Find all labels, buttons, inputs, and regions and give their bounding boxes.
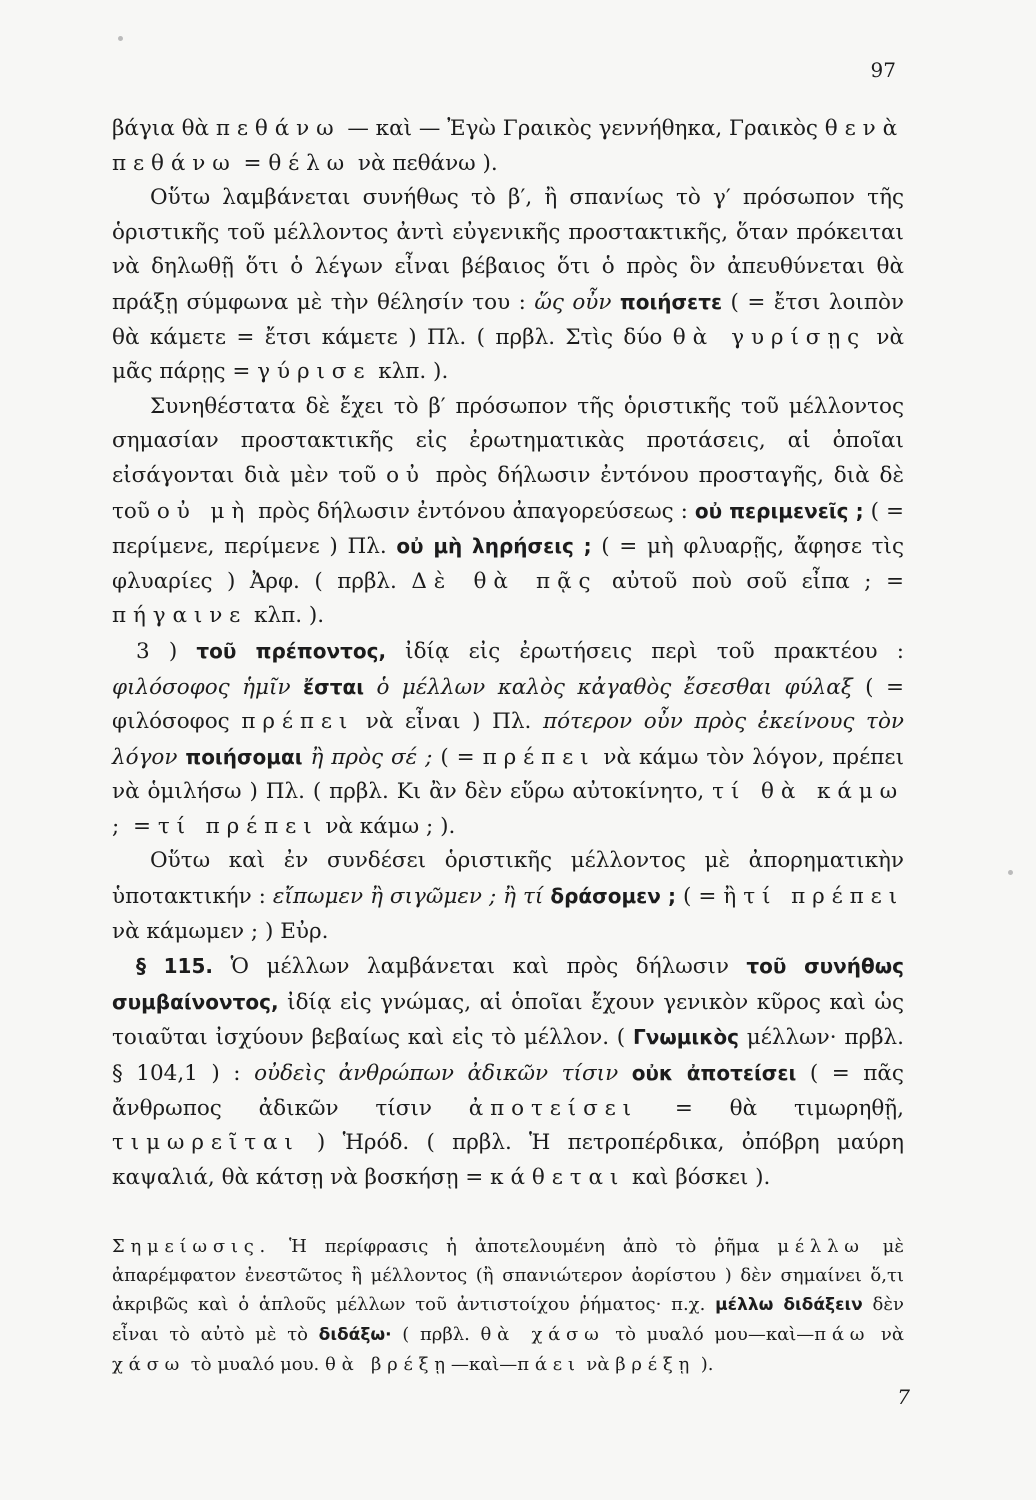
- note-paragraph: Σημείωσις. Ἡ περίφρασις ἡ ἀποτελουμένη ἀπὸ τὸ ῥῆμα μέλλω μὲ ἀπαρέμφατον ἐνεστῶτος ἢ μέλλοντος (ἢ σπανιώτερον ἀορίστου ) δὲν σημαίνει ὅ,τι ἀκριβῶς καὶ ὁ ἁπλοῦς μέλλων τοῦ ἀντιστοίχου ῥήματος· π.χ. μέλλω διδάξειν δὲν εἶναι τὸ αὐτὸ μὲ τὸ διδάξω· ( πρβλ. θὰ χάσω τὸ μυαλό μου—καὶ—πάω νὰ χάσω τὸ μυαλό μου. θὰ βρέξῃ—καὶ—πάει νὰ βρέξῃ ).: [112, 1236, 905, 1375]
- paragraph-continuation: βάγια θὰ πεθάνω — καὶ — Ἐγὼ Γραικὸς γεννήθηκα, Γραικὸς θενὰ πεθάνω = θέλω νὰ πεθάνω ).: [112, 116, 904, 176]
- section-number: § 115.: [136, 954, 213, 979]
- section-115: § 115. Ὁ μέλλων λαμβάνεται καὶ πρὸς δήλωσιν τοῦ συνήθως συμβαίνοντος, ἰδίᾳ εἰς γνώμας, αἱ ὁποῖαι ἔχουν γενικὸν κῦρος καὶ ὡς τοιαῦται ἰσχύουν βεβαίως καὶ εἰς τὸ μέλλον. ( Γνωμικὸς μέλλων· πρβλ. § 104,1 ) : οὐδεὶς ἀνθρώπων ἀδικῶν τίσιν οὐκ ἀποτείσει ( = πᾶς ἄνθρωπος ἀδικῶν τίσιν ἀποτείσει = θὰ τιμωρηθῇ, τιμωρεῖται ) Ἡρόδ. ( πρβλ. Ἡ πετροπέρδικα, ὀπόβρη μαύρη καψαλιά, θὰ κάτσῃ νὰ βοσκήσῃ = κάθεται καὶ βόσκει ).: [112, 954, 904, 1190]
- page-number: 97: [870, 58, 896, 82]
- paragraph-aporetic: Οὕτω καὶ ἐν συνδέσει ὁριστικῆς μέλλοντος μὲ ἀπορηματικὴν ὑποτακτικήν : εἴπωμεν ἢ σιγῶμεν ; ἢ τί δράσομεν ; ( = ἢ τί πρέπει νὰ κάμωμεν ; ) Εὐρ.: [112, 848, 905, 944]
- signature-mark: 7: [897, 1385, 910, 1409]
- paragraph-necessity: 3 ) τοῦ πρέποντος, ἰδίᾳ εἰς ἐρωτήσεις περὶ τοῦ πρακτέου : φιλόσοφος ἡμῖν ἔσται ὁ μέλλων καλὸς κἀγαθὸς ἔσεσθαι φύλαξ ( = φιλόσοφος πρέπει νὰ εἶναι ) Πλ. πότερον οὖν πρὸς ἐκείνους τὸν λόγον ποιήσομαι ἢ πρὸς σέ ; ( = πρέπει νὰ κάμω τὸν λόγον, πρέπει νὰ ὁμιλήσω ) Πλ. ( πρβλ. Κι ἂν δὲν εὕρω αὐτοκίνητο, τί θὰ κάμω ; = τί πρέπει νὰ κάμω ; ).: [112, 638, 905, 839]
- speck: [118, 36, 123, 41]
- speck: [1008, 870, 1013, 875]
- page-body: [112, 112, 904, 1195]
- paragraph-polite-imperative: Οὕτω λαμβάνεται συνήθως τὸ β′, ἢ σπανίως τὸ γ′ πρόσωπον τῆς ὁριστικῆς τοῦ μέλλοντος ἀντὶ εὐγενικῆς προστακτικῆς, ὅταν πρόκειται νὰ δηλωθῇ ὅτι ὁ λέγων εἶναι βέβαιος ὅτι ὁ πρὸς ὃν ἀπευθύνεται θὰ πράξῃ σύμφωνα μὲ τὴν θέλησίν του : ὥς οὖν ποιήσετε ( = ἔτσι λοιπὸν θὰ κάμετε = ἔτσι κάμετε ) Πλ. ( πρβλ. Στὶς δύο θὰ γυρίσῃς νὰ μᾶς πάρῃς = γύρισε κλπ. ).: [112, 185, 904, 385]
- paragraph-interrogative: Συνηθέστατα δὲ ἔχει τὸ β′ πρόσωπον τῆς ὁριστικῆς τοῦ μέλλοντος σημασίαν προστακτικῆς εἰς ἐρωτηματικὰς προτάσεις, αἱ ὁποῖαι εἰσάγονται διὰ μὲν τοῦ οὐ πρὸς δήλωσιν ἐντόνου προσταγῆς, διὰ δὲ τοῦ οὐ μὴ πρὸς δήλωσιν ἐντόνου ἀπαγορεύσεως : οὐ περιμενεῖς ; ( = περίμενε, περίμενε ) Πλ. οὐ μὴ ληρήσεις ; ( = μὴ φλυαρῇς, ἄφησε τὶς φλυαρίες ) Ἀρφ. ( πρβλ. Δὲ θὰ πᾷς αὐτοῦ ποὺ σοῦ εἶπα ; = πήγαινε κλπ. ).: [112, 393, 905, 629]
- note-label: Σημείωσις.: [112, 1236, 272, 1257]
